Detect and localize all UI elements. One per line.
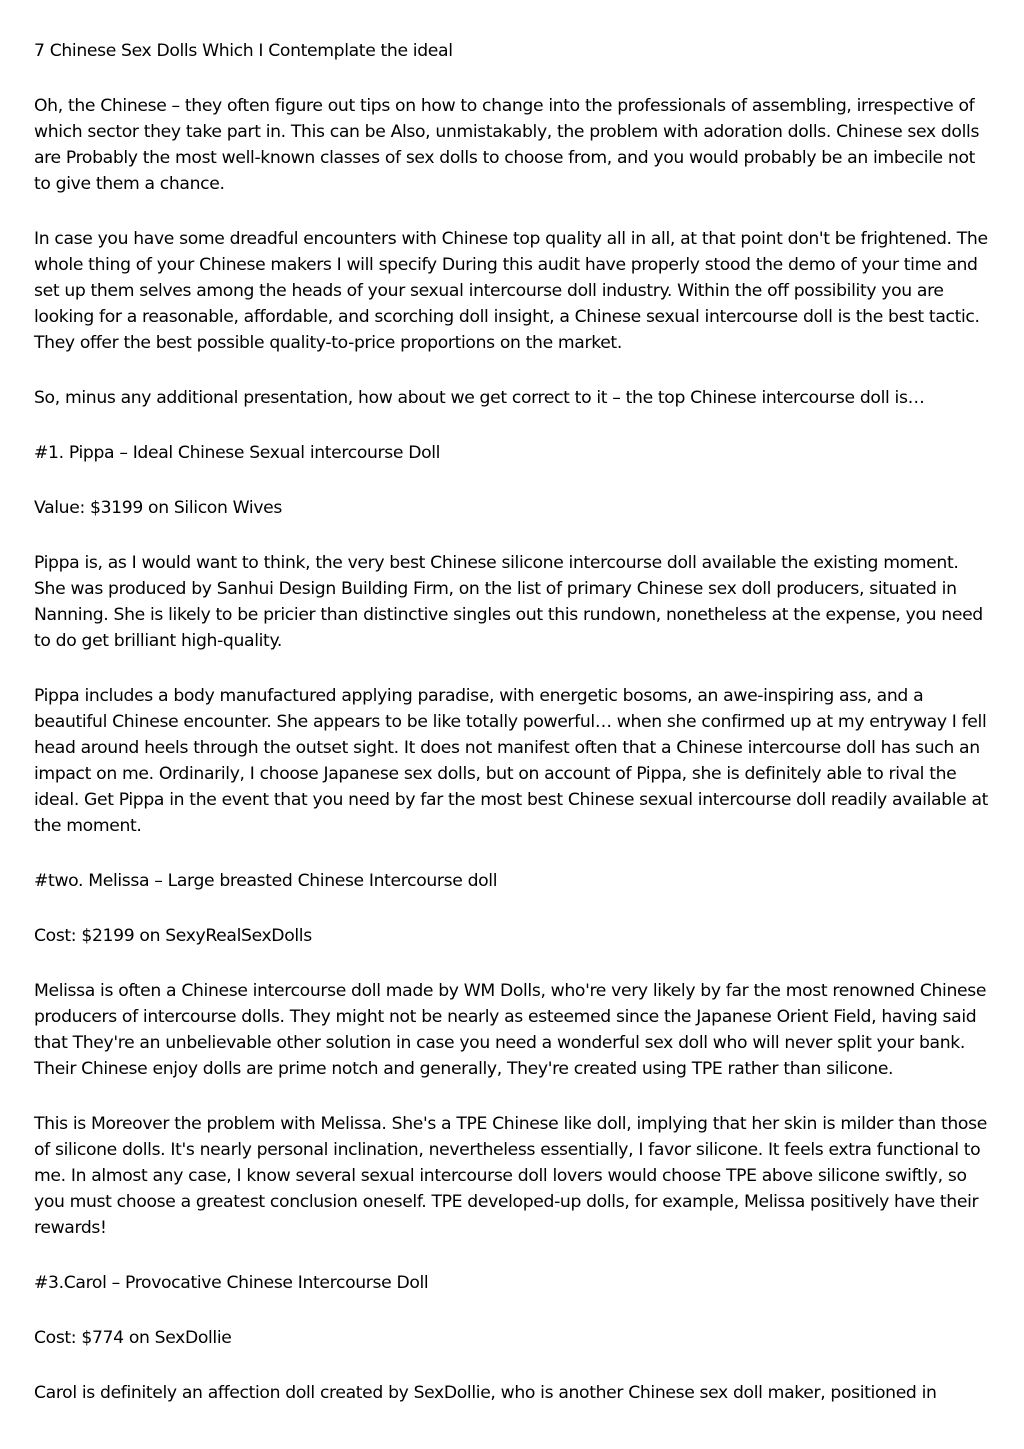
- document-body: [34, 38, 994, 1435]
- section-heading-carol: #3.Carol – Provocative Chinese Intercourse Doll: [34, 1273, 429, 1293]
- melissa-paragraph-1: Melissa is often a Chinese intercourse doll made by WM Dolls, who're very likely by far the most renowned Chinese producers of intercourse dolls. They might not be nearly as esteemed since the Japanese Orient Field, having said that They're an unbelievable other solution in case you need a wonderful sex doll who will never split your bank. Their Chinese enjoy dolls are prime notch and generally, They're created using TPE rather than silicone.: [34, 981, 987, 1079]
- carol-paragraph-1: Carol is definitely an affection doll created by SexDollie, who is another Chinese sex doll maker, positioned in: [34, 1383, 937, 1403]
- pippa-paragraph-1: Pippa is, as I would want to think, the very best Chinese silicone intercourse doll available the existing moment. She was produced by Sanhui Design Building Firm, on the list of primary Chinese sex doll producers, situated in Nanning. She is likely to be pricier than distinctive singles out this rundown, nonetheless at the expense, you need to do get brilliant high-quality.: [34, 553, 983, 651]
- quality-paragraph: In case you have some dreadful encounters with Chinese top quality all in all, at that point don't be frightened. The whole thing of your Chinese makers I will specify During this audit have properly stood the demo of your time and set up them selves among the heads of your sexual intercourse doll industry. Within the off possibility you are looking for a reasonable, affordable, and scorching doll insight, a Chinese sexual intercourse doll is the best tactic. They offer the best possible quality-to-price proportions on the market.: [34, 229, 988, 353]
- pippa-paragraph-2: Pippa includes a body manufactured applying paradise, with energetic bosoms, an awe-inspiring ass, and a beautiful Chinese encounter. She appears to be like totally powerful… when she confirmed up at my entryway I fell head around heels through the outset sight. It does not manifest often that a Chinese intercourse doll has such an impact on me. Ordinarily, I choose Japanese sex dolls, but on account of Pippa, she is definitely able to rival the ideal. Get Pippa in the event that you need by far the most best Chinese sexual intercourse doll readily available at the moment.: [34, 686, 989, 836]
- section-heading-pippa: #1. Pippa – Ideal Chinese Sexual intercourse Doll: [34, 443, 441, 463]
- intro-paragraph: Oh, the Chinese – they often figure out tips on how to change into the professionals of assembling, irrespective of which sector they take part in. This can be Also, unmistakably, the problem with adoration dolls. Chinese sex dolls are Probably the most well-known classes of sex dolls to choose from, and you would probably be an imbecile not to give them a chance.: [34, 96, 980, 194]
- melissa-paragraph-2: This is Moreover the problem with Melissa. She's a TPE Chinese like doll, implying that her skin is milder than those of silicone dolls. It's nearly personal inclination, nevertheless essentially, I favor silicone. It feels extra functional to me. In almost any case, I know several sexual intercourse doll lovers would choose TPE above silicone swiftly, so you must choose a greatest conclusion oneself. TPE developed-up dolls, for example, Melissa positively have their rewards!: [34, 1114, 987, 1238]
- price-line-carol: Cost: $774 on SexDollie: [34, 1328, 232, 1348]
- lead-in-paragraph: So, minus any additional presentation, how about we get correct to it – the top Chinese intercourse doll is…: [34, 388, 925, 408]
- price-line-pippa: Value: $3199 on Silicon Wives: [34, 498, 282, 518]
- section-heading-melissa: #two. Melissa – Large breasted Chinese Intercourse doll: [34, 871, 498, 891]
- document-title: 7 Chinese Sex Dolls Which I Contemplate the ideal: [34, 41, 453, 61]
- price-line-melissa: Cost: $2199 on SexyRealSexDolls: [34, 926, 312, 946]
